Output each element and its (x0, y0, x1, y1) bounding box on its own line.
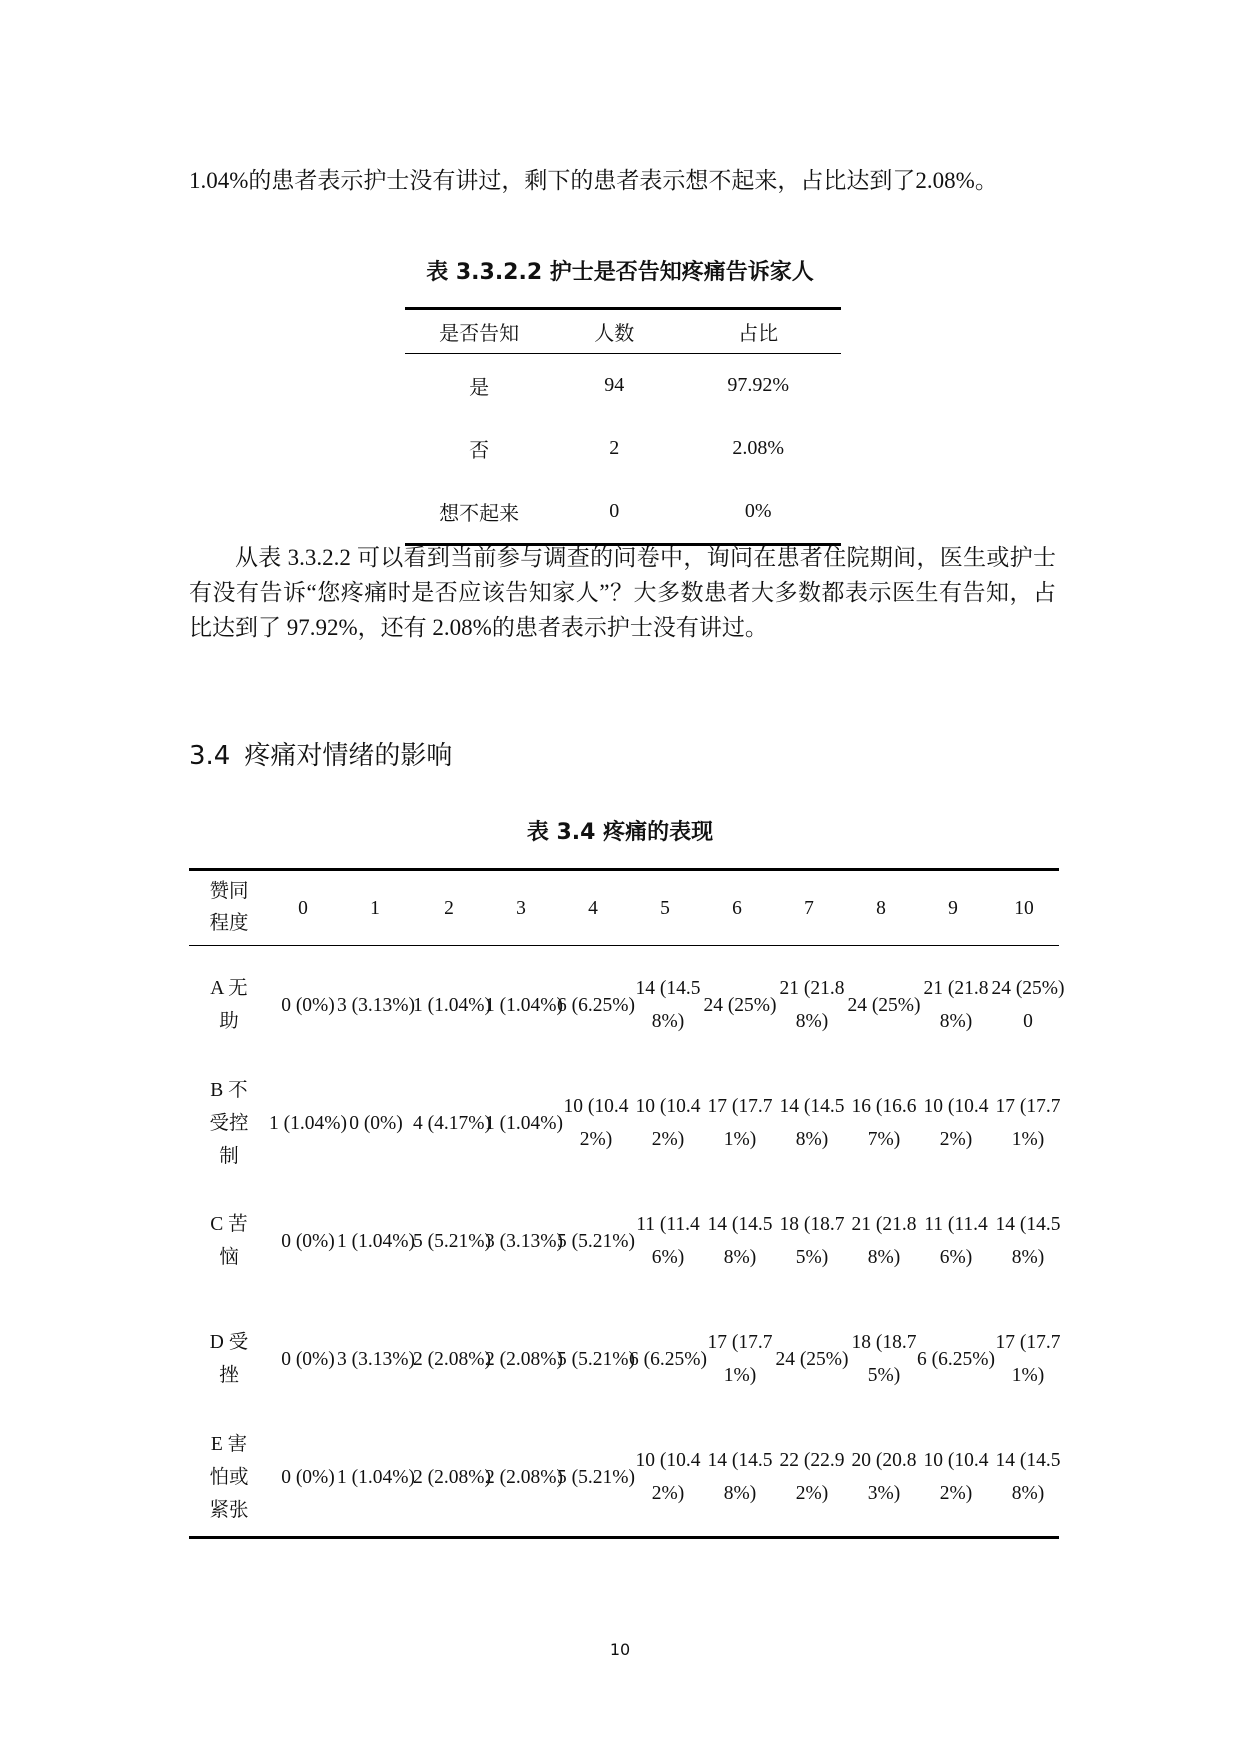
row-label-text: A 无助 (210, 978, 248, 1032)
table-cell-text: 21 (21.88%) (851, 1214, 917, 1268)
table-cell (413, 1418, 491, 1538)
table-cell-text: 17 (17.71%) (707, 1332, 773, 1386)
table-cell (989, 1418, 1059, 1538)
table-cell-text: 2 (2.08%) (485, 1348, 563, 1370)
row-label-text: D 受挫 (209, 1332, 249, 1386)
table-cell-text: 0 (0%) (281, 1466, 335, 1488)
table-cell-text: 21 (21.88%) (923, 978, 989, 1032)
table-cell (337, 1300, 413, 1418)
table-cell-text: 5 (5.21%) (413, 1230, 491, 1252)
table-cell-text: 11 (11.46%) (636, 1214, 700, 1268)
table-cell-text: 11 (11.46%) (924, 1214, 988, 1268)
table-cell (629, 1182, 701, 1300)
table-cell-text: 5 (5.21%) (557, 1466, 635, 1488)
table-cell (773, 1064, 845, 1182)
section-title: 疼痛对情绪的影响 (244, 741, 453, 771)
table-cell-text: 1 (1.04%) (485, 994, 563, 1016)
table-cell: 否 (469, 440, 490, 462)
table-cell-text: 2 (2.08%) (413, 1348, 491, 1370)
table-header-cell: 是否告知 (405, 309, 553, 354)
table-cell-text: 3 (3.13%) (485, 1230, 563, 1252)
table-cell-text: 2 (2.08%) (413, 1466, 491, 1488)
table-header-row (405, 309, 841, 354)
table-header-cell: 7 (773, 870, 845, 946)
table-header-cell: 1 (337, 870, 413, 946)
paragraph-middle: 从表 3.3.2.2 可以看到当前参与调查的问卷中，询问在患者住院期间，医生或护士有没有告诉“您疼痛时是否应该告知家人”？大多数患者大多数都表示医生有告知，占比达到了 97.92%，还有 2.08%的患者表示护士没有讲过。 (189, 545, 1056, 640)
table-cell (413, 946, 491, 1065)
table-cell (413, 1182, 491, 1300)
table-cell (773, 1182, 845, 1300)
table-header-cell: 6 (701, 870, 773, 946)
row-label-text: C 苦恼 (210, 1214, 248, 1268)
table-cell-text: 10 (10.42%) (635, 1450, 701, 1504)
table-cell (269, 1064, 347, 1182)
table-cell-text: 6 (6.25%) (917, 1348, 995, 1370)
table-cell (917, 1064, 989, 1182)
row-label-text: B 不受控制 (209, 1079, 249, 1167)
table-cell-text: 18 (18.75%) (851, 1332, 917, 1386)
table-cell (485, 946, 563, 1065)
table-cell-text: 5 (5.21%) (557, 1230, 635, 1252)
table-cell (269, 946, 337, 1065)
table-cell-text: 3 (3.13%) (337, 994, 415, 1016)
section-number: 3.4 (189, 741, 231, 771)
table-row (405, 417, 841, 480)
table-header-cell: 3 (485, 870, 557, 946)
table-cell (485, 1182, 563, 1300)
table-cell (989, 1064, 1059, 1182)
table-cell (845, 1182, 917, 1300)
table-cell (989, 946, 1065, 1065)
table-cell (485, 1300, 563, 1418)
table-cell-text: 0 (0%) (281, 1348, 335, 1370)
table-cell (269, 1418, 337, 1538)
table-cell (917, 946, 989, 1065)
table-pain-emotion (189, 868, 1065, 1539)
table-cell (629, 946, 701, 1065)
table-cell-text: 24 (25%)0 (991, 978, 1065, 1032)
table-header-cell: 10 (989, 870, 1059, 946)
table-cell: 0% (675, 480, 841, 545)
table-cell-text: 14 (14.58%) (707, 1214, 773, 1268)
table-cell-text: 4 (4.17%) (413, 1112, 491, 1134)
table-row (189, 1418, 1059, 1538)
table-cell (557, 1064, 629, 1182)
table-cell-text: 14 (14.58%) (995, 1450, 1061, 1504)
table-cell (917, 1418, 989, 1538)
table-cell: 2.08% (732, 437, 784, 459)
table-cell: 是 (469, 377, 490, 399)
table-cell-text: 21 (21.88%) (779, 978, 845, 1032)
table-cell (989, 1182, 1059, 1300)
table-cell (701, 1182, 773, 1300)
table-header-cell: 4 (557, 870, 629, 946)
table-header-cell: 5 (629, 870, 701, 946)
table-cell-text: 24 (25%) (703, 994, 777, 1016)
table-cell (845, 1064, 917, 1182)
table-row (189, 1064, 1059, 1182)
table-cell-text: 17 (17.71%) (707, 1096, 773, 1150)
row-label (189, 1064, 269, 1182)
table-cell-text: 2 (2.08%) (485, 1466, 563, 1488)
table-cell (989, 1300, 1059, 1418)
table-cell (629, 1300, 707, 1418)
table-cell-text: 1 (1.04%) (413, 994, 491, 1016)
table-cell (629, 1418, 701, 1538)
table-header-cell: 8 (845, 870, 917, 946)
section-heading (189, 735, 452, 772)
table-cell-text: 22 (22.92%) (779, 1450, 845, 1504)
table-cell (917, 1182, 989, 1300)
row-label (189, 1300, 269, 1418)
table-cell-text: 6 (6.25%) (629, 1348, 707, 1370)
table-cell (773, 1418, 845, 1538)
table-cell-text: 24 (25%) (847, 994, 921, 1016)
table-cell-text: 0 (0%) (281, 994, 335, 1016)
table-cell-text: 10 (10.42%) (563, 1096, 629, 1150)
table-cell (485, 1418, 563, 1538)
table-cell (773, 1300, 849, 1418)
table-cell: 0 (553, 480, 675, 545)
agreement-level-header: 赞同程度 (209, 881, 249, 934)
table-cell (701, 1300, 773, 1418)
table-cell-text: 1 (1.04%) (337, 1230, 415, 1252)
row-label (189, 1418, 269, 1538)
table-cell-text: 6 (6.25%) (557, 994, 635, 1016)
table-header-cell: 占比 (675, 309, 841, 354)
table-cell (337, 1182, 413, 1300)
table-cell-text: 17 (17.71%) (995, 1332, 1061, 1386)
table-cell (701, 1418, 773, 1538)
table-header-cell (189, 870, 269, 946)
table-cell (557, 1300, 635, 1418)
table-cell (413, 1064, 491, 1182)
table-cell (269, 1300, 337, 1418)
table-cell-text: 10 (10.42%) (923, 1096, 989, 1150)
row-label (189, 1182, 269, 1300)
table-cell (485, 1064, 563, 1182)
table-cell (337, 1418, 413, 1538)
table-cell-text: 1 (1.04%) (269, 1112, 347, 1134)
table-cell (557, 1182, 635, 1300)
table-cell (269, 1182, 337, 1300)
table-row (405, 354, 841, 418)
table-cell (557, 1418, 635, 1538)
table-cell-text: 10 (10.42%) (635, 1096, 701, 1150)
table-row (405, 480, 841, 545)
table-cell-text: 1 (1.04%) (485, 1112, 563, 1134)
table-cell-text: 5 (5.21%) (557, 1348, 635, 1370)
table-cell-text: 14 (14.58%) (707, 1450, 773, 1504)
table-cell-text: 0 (0%) (281, 1230, 335, 1252)
table-cell (629, 1064, 701, 1182)
table-row (189, 1182, 1059, 1300)
table-cell-text: 14 (14.58%) (635, 978, 701, 1032)
table-cell (773, 946, 845, 1065)
table-header-cell: 0 (269, 870, 337, 946)
table1-caption: 表 3.3.2.2 护士是否告知疼痛告诉家人 (426, 260, 814, 285)
table-cell-text: 16 (16.67%) (851, 1096, 917, 1150)
table-cell (701, 1064, 773, 1182)
table-cell-text: 18 (18.75%) (779, 1214, 845, 1268)
table-cell (845, 1300, 917, 1418)
table-header-cell: 9 (917, 870, 989, 946)
page-number: 10 (609, 1640, 631, 1659)
table-cell-text: 20 (20.83%) (851, 1450, 917, 1504)
table-cell (701, 946, 777, 1065)
table-cell-text: 0 (0%) (349, 1112, 403, 1134)
table-cell-text: 10 (10.42%) (923, 1450, 989, 1504)
row-label (189, 946, 269, 1065)
table-cell-text: 3 (3.13%) (337, 1348, 415, 1370)
table-cell (845, 1418, 917, 1538)
table-body (189, 946, 1065, 1538)
table-cell: 97.92% (727, 374, 789, 396)
table-cell: 想不起来 (405, 480, 553, 545)
table-cell-text: 24 (25%) (775, 1348, 849, 1370)
table-cell (557, 946, 635, 1065)
table2-caption: 表 3.4 疼痛的表现 (526, 820, 714, 845)
table-cell (337, 1064, 413, 1182)
paragraph-top: 1.04%的患者表示护士没有讲过，剩下的患者表示想不起来，占比达到了2.08%。 (189, 168, 998, 193)
table-cell-text: 14 (14.58%) (779, 1096, 845, 1150)
row-label-text: E 害怕或紧张 (209, 1433, 249, 1521)
table-cell-text: 1 (1.04%) (337, 1466, 415, 1488)
table-cell-text: 17 (17.71%) (995, 1096, 1061, 1150)
table-header-cell: 2 (413, 870, 485, 946)
table-row (189, 946, 1059, 1065)
table-cell-text: 14 (14.58%) (995, 1214, 1061, 1268)
table-cell (917, 1300, 995, 1418)
table-nurse-informed (405, 307, 841, 546)
table-cell (337, 946, 413, 1065)
table-cell (845, 946, 921, 1065)
table-cell: 94 (604, 374, 625, 396)
table-header-cell: 人数 (553, 309, 675, 354)
table-row (189, 1300, 1059, 1418)
table-cell: 2 (609, 437, 620, 459)
table-cell (413, 1300, 491, 1418)
table-header-row (189, 870, 1059, 946)
